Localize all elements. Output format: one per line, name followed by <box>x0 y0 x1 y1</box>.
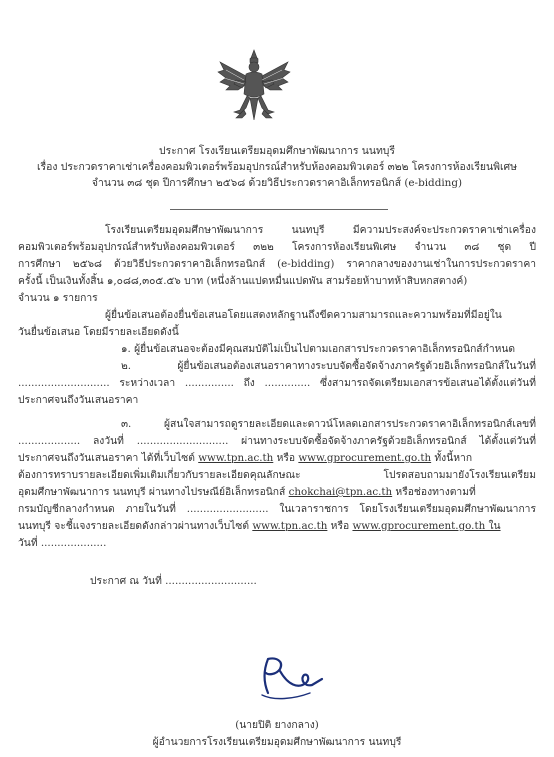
announcement-subject-cont: จำนวน ๓๘ ชุด ปีการศึกษา ๒๕๖๘ ด้วยวิธีประกวดราคาอิเล็กทรอนิกส์ (e-bidding) <box>91 177 463 189</box>
item-3-line3-text: ประกาศจนถึงวันเสนอราคา ได้ที่เว็บไซต์ <box>18 452 199 464</box>
or-text-2: หรือ <box>327 520 353 532</box>
item-3-line3 <box>18 452 536 465</box>
contact-email-link[interactable]: chokchai@tpn.ac.th <box>288 486 393 498</box>
para2-line2: วันยื่นข้อเสนอ โดยมีรายละเอียดดังนี้ <box>18 326 179 338</box>
item-3-line1: ๓. ผู้สนใจสามารถดูรายละเอียดและดาวน์โหลดเอกสารประกวดราคาอิเล็กทรอนิกส์เลขที่ <box>121 418 536 430</box>
item-3-line8: วันที่ .................... <box>18 537 107 549</box>
or-text: หรือ <box>273 452 299 464</box>
item-2-line2: ............................ ระหว่างเวลา ............... ถึง .............. ซึ่งสามารถจัดเตรียมเอกสารข้อเสนอได้ตั้งแต่วันที่ <box>18 377 536 389</box>
item-3-line7 <box>18 520 536 533</box>
handwritten-signature-icon <box>254 649 326 707</box>
signer-name: (นายปิติ ยางกลาง) <box>235 719 319 731</box>
para1-line4: ครั้งนี้ เป็นเงินทั้งสิ้น ๑,๐๘๘,๓๐๕.๕๖ บาท (หนึ่งล้านแปดหมื่นแปดพัน สามร้อยห้าบาทห้าสิบหกสตางค์) <box>18 275 468 287</box>
gprocurement-link-2[interactable]: www.gprocurement.go.th ใน <box>352 520 501 532</box>
item-3-line5-text: อุดมศึกษาพัฒนาการ นนทบุรี ผ่านทางไปรษณีย์อิเล็กทรอนิกส์ <box>18 486 289 498</box>
item-3-line5-tail: หรือช่องทางตามที่ <box>392 486 476 498</box>
item-2-line1: ๒. ผู้ยื่นข้อเสนอต้องเสนอราคาทางระบบจัดซื้อจัดจ้างภาครัฐด้วยอิเล็กทรอนิกส์ในวันที่ <box>121 360 536 372</box>
item-3-line3-tail: ทั้งนี้หาก <box>431 452 473 464</box>
para1-line1: โรงเรียนเตรียมอุดมศึกษาพัฒนาการ นนทบุรี มีความประสงค์จะประกวดราคาเช่าเครื่อง <box>105 224 536 236</box>
para1-line5: จำนวน ๑ รายการ <box>18 292 98 304</box>
header-divider <box>170 209 388 210</box>
garuda-emblem-icon <box>216 46 292 126</box>
item-2-line3: ประกาศจนถึงวันเสนอราคา <box>18 394 139 406</box>
announcement-issuer: ประกาศ โรงเรียนเตรียมอุดมศึกษาพัฒนาการ นนทบุรี <box>159 145 395 157</box>
school-website-link[interactable]: www.tpn.ac.th <box>198 452 274 464</box>
para1-line3: การศึกษา ๒๕๖๘ ด้วยวิธีประกวดราคาอิเล็กทรอนิกส์ (e-bidding) ราคากลางของงานเช่าในการประกวดราคา <box>18 258 536 270</box>
gprocurement-link[interactable]: www.gprocurement.go.th <box>298 452 432 464</box>
announce-date: ประกาศ ณ วันที่ ............................ <box>90 575 257 587</box>
para1-line2: คอมพิวเตอร์พร้อมอุปกรณ์สำหรับห้องคอมพิวเตอร์ ๓๒๒ โครงการห้องเรียนพิเศษ จำนวน ๓๘ ชุด ปี <box>18 241 536 253</box>
para2-line1: ผู้ยื่นข้อเสนอต้องยื่นข้อเสนอโดยแสดงหลักฐานถึงขีดความสามารถและความพร้อมที่มีอยู่ใน <box>105 309 502 321</box>
item-3-line5 <box>18 486 536 499</box>
item-1: ๑. ผู้ยื่นข้อเสนอจะต้องมีคุณสมบัติไม่เป็นไปตามเอกสารประกวดราคาอิเล็กทรอนิกส์กำหนด <box>121 343 516 355</box>
item-3-line4: ต้องการทราบรายละเอียดเพิ่มเติมเกี่ยวกับรายละเอียดคุณลักษณะ โปรดสอบถามมายังโรงเรียนเตรียม <box>18 469 536 481</box>
item-3-line6: กรมบัญชีกลางกำหนด ภายในวันที่ ......................... ในเวลาราชการ โดยโรงเรียนเตรียมอุดมศึกษาพัฒนาการ <box>18 503 536 515</box>
item-3-line7-text: นนทบุรี จะชี้แจงรายละเอียดดังกล่าวผ่านทางเว็บไซต์ <box>18 520 253 532</box>
signer-title: ผู้อำนวยการโรงเรียนเตรียมอุดมศึกษาพัฒนาการ นนทบุรี <box>152 736 402 748</box>
school-website-link-2[interactable]: www.tpn.ac.th <box>252 520 328 532</box>
item-3-line2: ................... ลงวันที่ ............................ ผ่านทางระบบจัดซื้อจัดจ้างภาครัฐด้วยอิเล็กทรอนิกส์ ได้ตั้งแต่วันที่ <box>18 435 536 447</box>
announcement-subject: เรื่อง ประกวดราคาเช่าเครื่องคอมพิวเตอร์พร้อมอุปกรณ์สำหรับห้องคอมพิวเตอร์ ๓๒๒ โครงการห้องเรียนพิเศษ <box>37 161 517 173</box>
